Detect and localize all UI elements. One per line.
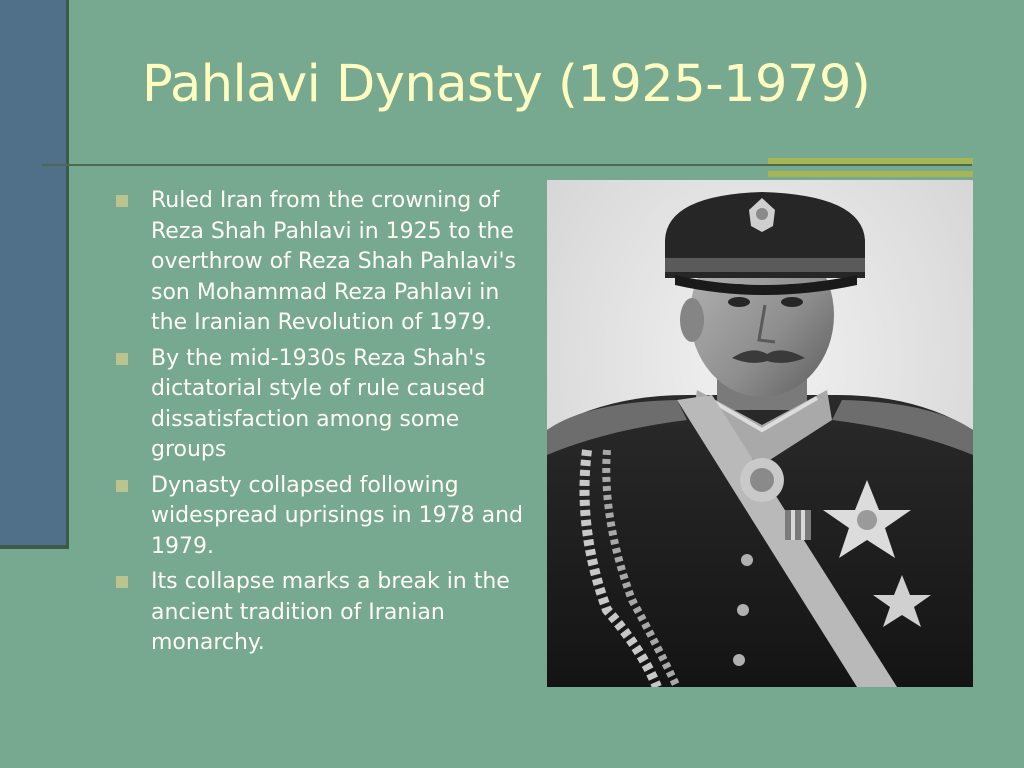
slide-title: Pahlavi Dynasty (1925-1979) (142, 55, 871, 114)
square-bullet-icon (116, 576, 128, 588)
square-bullet-icon (116, 195, 128, 207)
bullet-text: By the mid-1930s Reza Shah's dictatorial style of rule caused dissatisfaction among some groups (151, 345, 486, 462)
bullet-text: Ruled Iran from the crowning of Reza Shah Pahlavi in 1925 to the overthrow of Reza Shah Pahlavi's son Mohammad Reza Pahlavi in the Iranian Revolution of 1979. (151, 188, 516, 335)
bullet-item (116, 471, 526, 563)
bullet-text: Dynasty collapsed following widespread uprisings in 1978 and 1979. (151, 472, 523, 559)
side-accent-bar (0, 0, 66, 545)
accent-stripe-top (768, 158, 973, 164)
bullet-list (116, 186, 526, 664)
square-bullet-icon (116, 480, 128, 492)
bullet-item (116, 186, 526, 339)
bullet-item (116, 344, 526, 466)
portrait-photo (547, 180, 973, 687)
side-bar-edge (66, 0, 69, 549)
military-officer-portrait-icon (547, 180, 973, 687)
side-bar-shadow (0, 545, 69, 549)
bullet-text: Its collapse marks a break in the ancient tradition of Iranian monarchy. (151, 569, 510, 655)
accent-stripe-bottom (768, 171, 973, 177)
title-divider (42, 164, 972, 166)
bullet-item (116, 567, 526, 659)
square-bullet-icon (116, 353, 128, 365)
